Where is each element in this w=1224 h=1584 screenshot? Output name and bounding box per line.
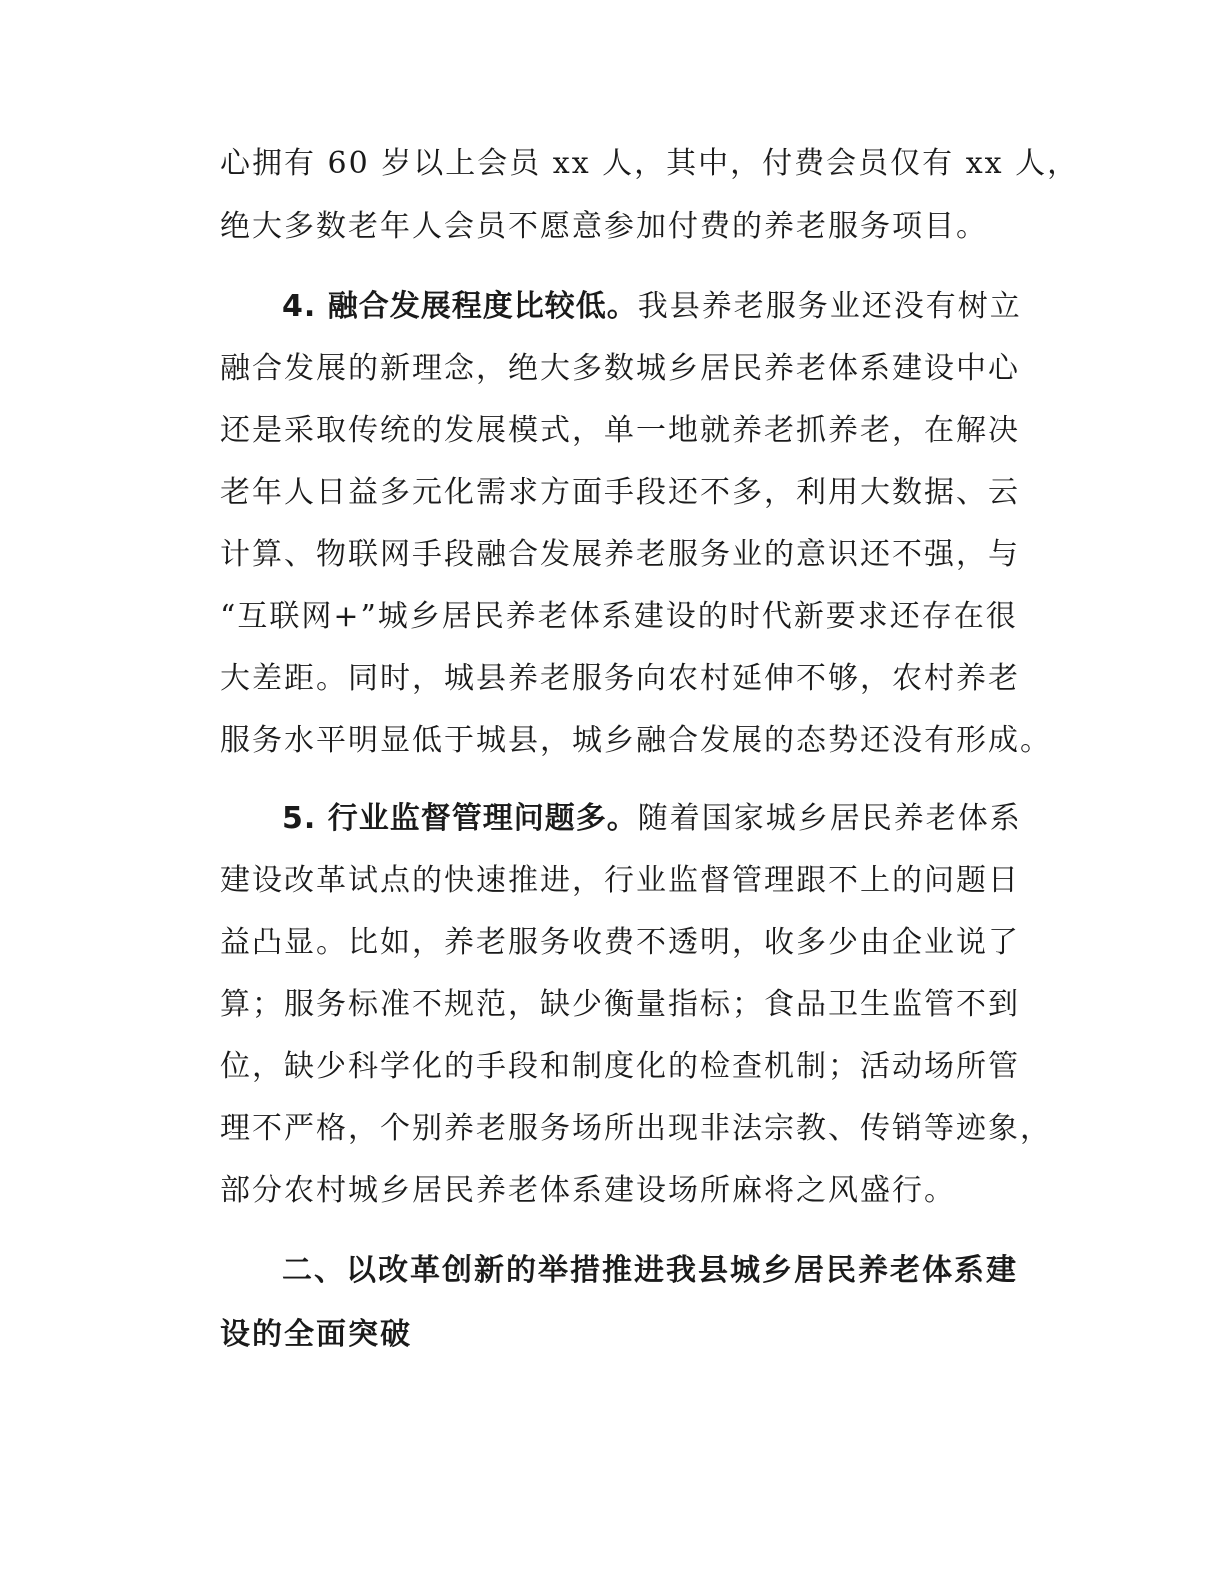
paragraph-first-line [282,276,1022,338]
item-heading: 5. 行业监督管理问题多。 [282,801,638,836]
text-line: 融合发展的新理念，绝大多数城乡居民养老体系建设中心 [220,351,1020,386]
text-line: 心拥有 60 岁以上会员 xx 人，其中，付费会员仅有 xx 人， [220,146,1080,181]
text-line: 部分农村城乡居民养老体系建设场所麻将之风盛行。 [220,1173,956,1208]
text-line: 大差距。同时，城县养老服务向农村延伸不够，农村养老 [220,661,1020,696]
text-line: 算；服务标准不规范，缺少衡量指标；食品卫生监管不到 [220,987,1020,1022]
text-line: 计算、物联网手段融合发展养老服务业的意识还不强，与 [220,537,1020,572]
text-line: 绝大多数老年人会员不愿意参加付费的养老服务项目。 [220,209,988,244]
heading-line: 设的全面突破 [220,1317,412,1352]
text-line: “互联网+”城乡居民养老体系建设的时代新要求还存在很 [220,599,1018,634]
text-line: 位，缺少科学化的手段和制度化的检查机制；活动场所管 [220,1049,1020,1084]
text-line: 还是采取传统的发展模式，单一地就养老抓养老，在解决 [220,413,1020,448]
text-run: 随着国家城乡居民养老体系 [637,801,1022,836]
text-line: 建设改革试点的快速推进，行业监督管理跟不上的问题日 [220,863,1020,898]
text-line: 老年人日益多元化需求方面手段还不多，利用大数据、云 [220,475,1020,510]
paragraph-first-line [282,788,1022,850]
heading-line: 二、以改革创新的举措推进我县城乡居民养老体系建 [282,1253,1018,1288]
item-heading: 4. 融合发展程度比较低。 [282,289,638,324]
text-line: 理不严格，个别养老服务场所出现非法宗教、传销等迹象， [220,1111,1052,1146]
text-line: 益凸显。比如，养老服务收费不透明，收多少由企业说了 [220,925,1020,960]
text-run: 我县养老服务业还没有树立 [637,289,1022,324]
text-line: 服务水平明显低于城县，城乡融合发展的态势还没有形成。 [220,723,1052,758]
